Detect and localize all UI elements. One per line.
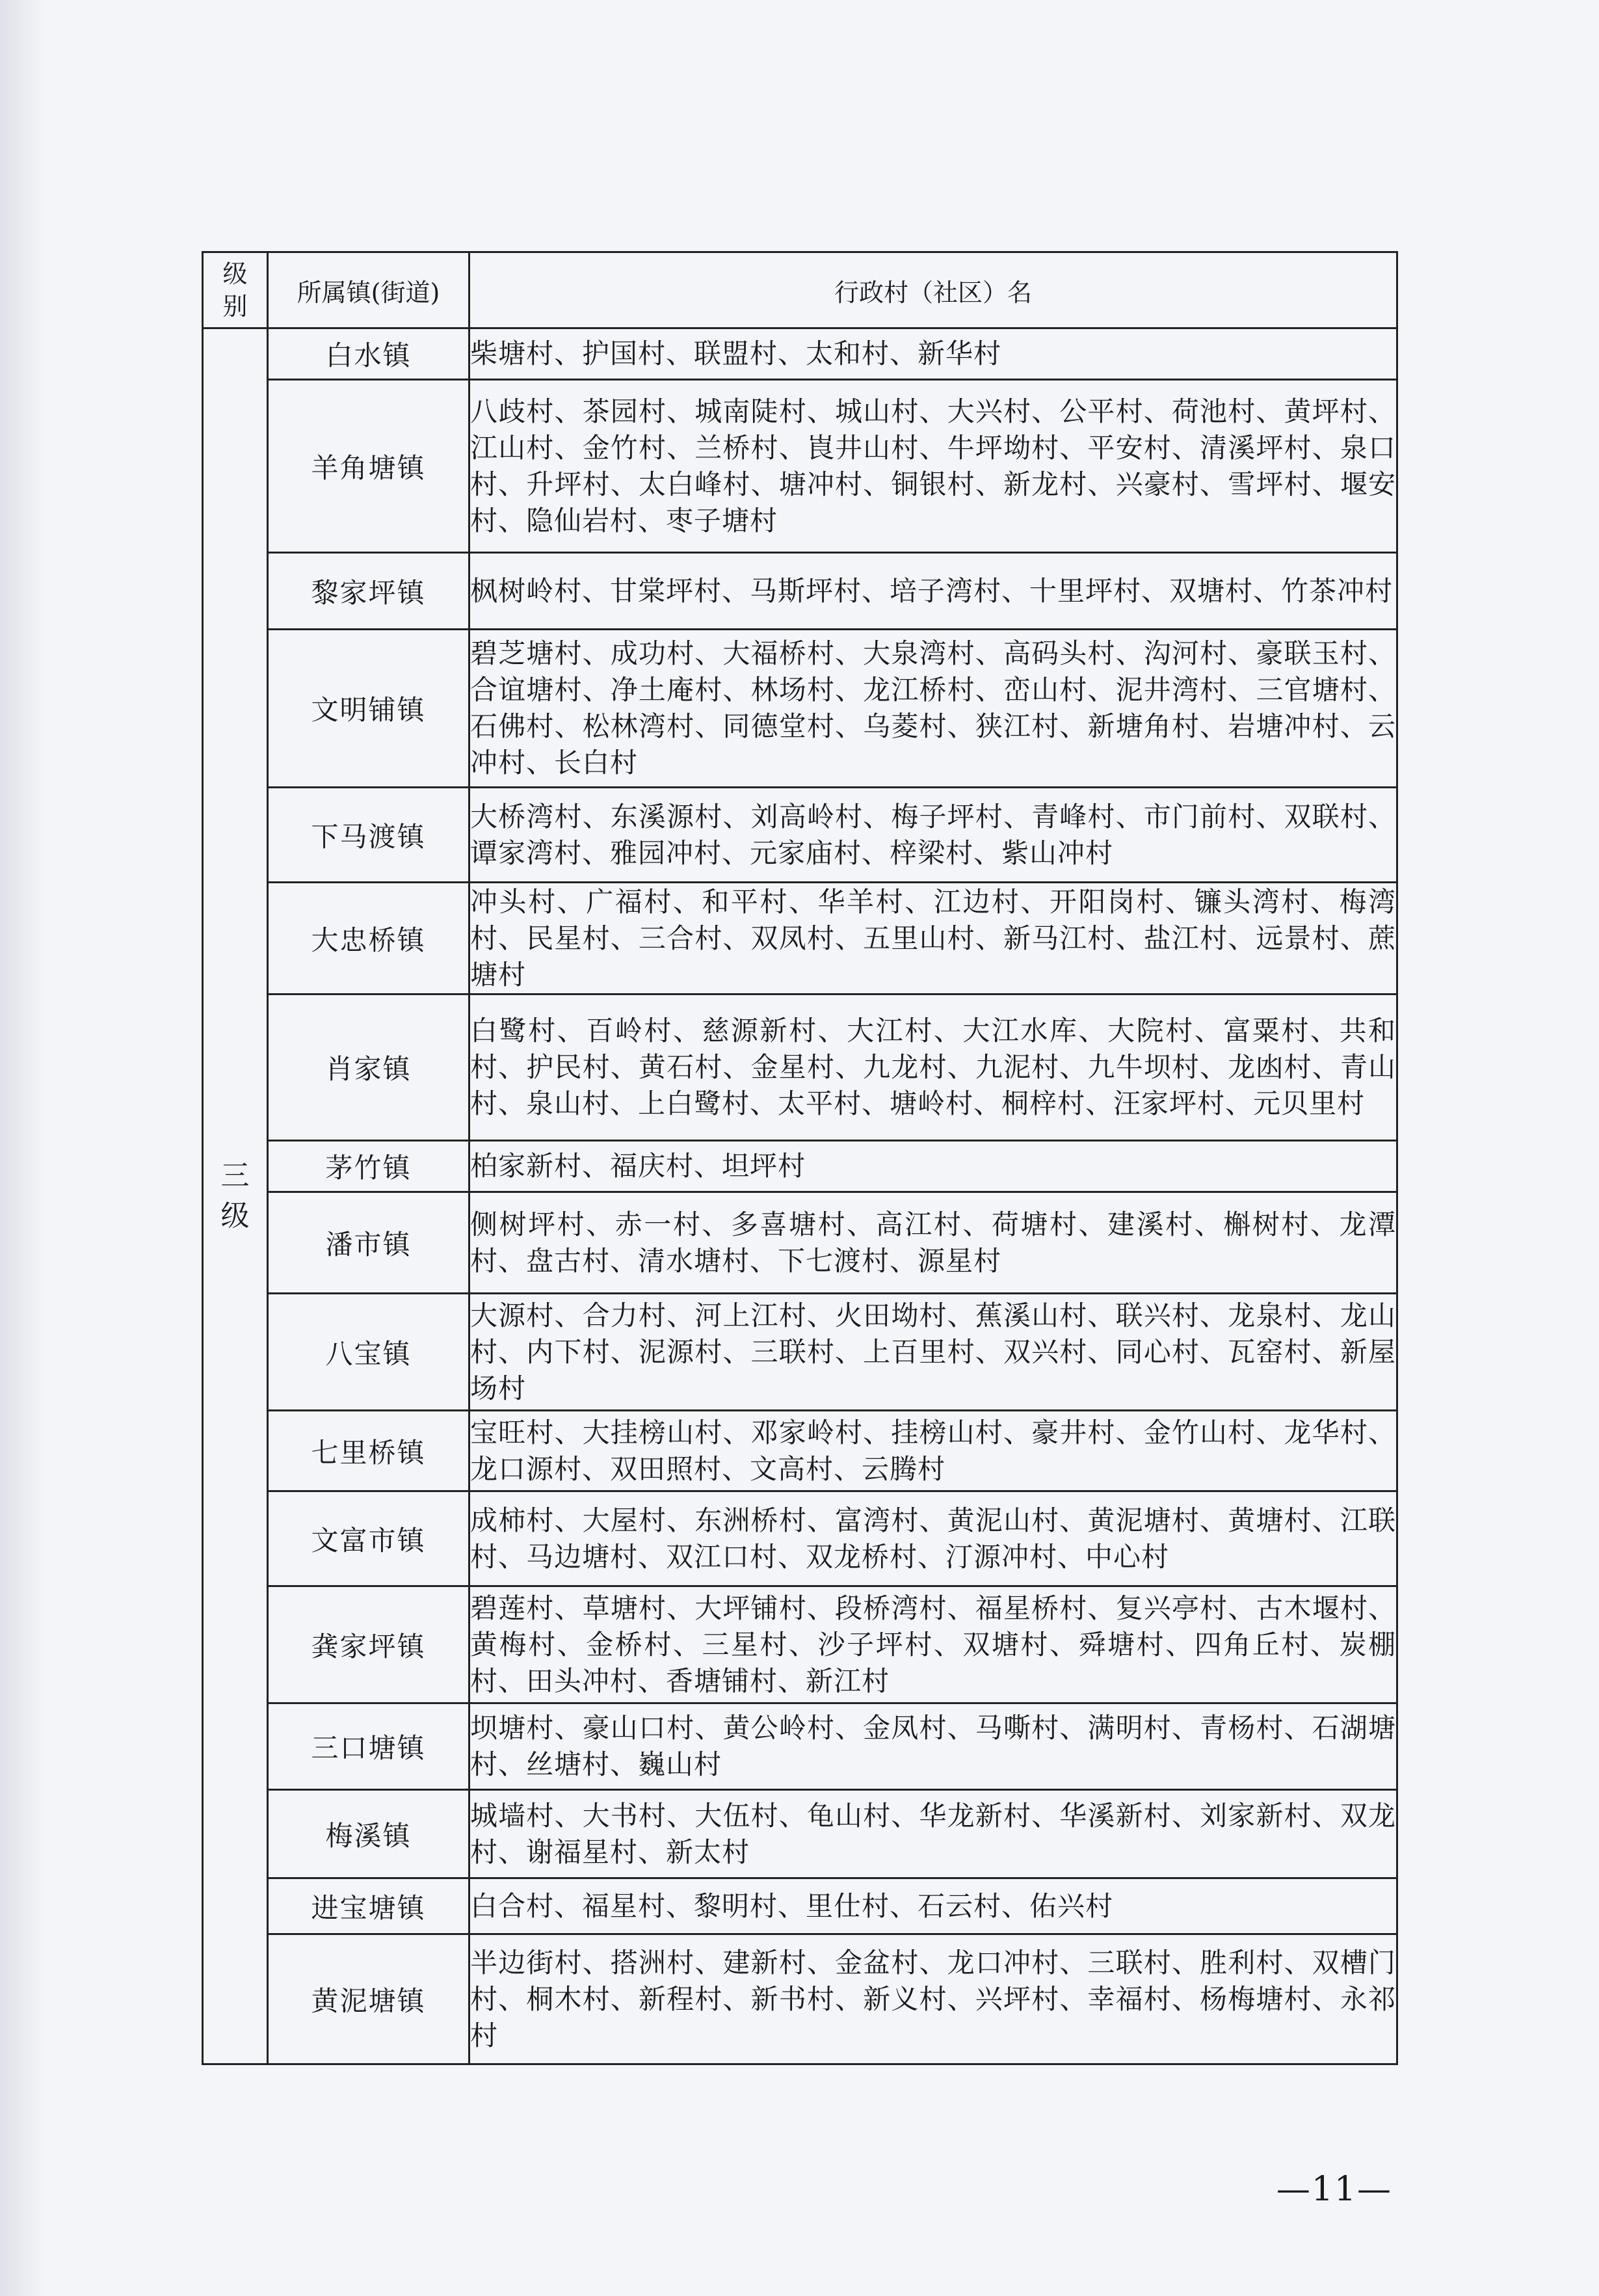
table-row (203, 1703, 1397, 1790)
town-cell: 茅竹镇 (268, 1141, 469, 1192)
table-body (203, 328, 1397, 2064)
villages-cell: 白鹭村、百岭村、慈源新村、大江村、大江水库、大院村、富粟村、共和村、护民村、黄石村、金星村、九龙村、九泥村、九牛坝村、龙凼村、青山村、泉山村、上白鹭村、太平村、塘岭村、桐梓村、汪家坪村、元贝里村 (469, 994, 1397, 1141)
villages-cell: 侧树坪村、赤一村、多喜塘村、高江村、荷塘村、建溪村、槲树村、龙潭村、盘古村、清水塘村、下七渡村、源星村 (469, 1192, 1397, 1294)
town-cell: 大忠桥镇 (268, 883, 469, 994)
table-row (203, 630, 1397, 788)
table-header-row (203, 252, 1397, 328)
villages-cell: 柴塘村、护国村、联盟村、太和村、新华村 (469, 328, 1397, 380)
table-row (203, 1411, 1397, 1491)
town-cell: 文明铺镇 (268, 630, 469, 788)
town-cell: 潘市镇 (268, 1192, 469, 1294)
town-cell: 三口塘镇 (268, 1703, 469, 1790)
villages-cell: 白合村、福星村、黎明村、里仕村、石云村、佑兴村 (469, 1878, 1397, 1934)
level-cell: 三 级 (203, 328, 268, 2064)
table-row (203, 1192, 1397, 1294)
town-cell: 龚家坪镇 (268, 1586, 469, 1703)
table-row (203, 328, 1397, 380)
villages-cell: 半边街村、搭洲村、建新村、金盆村、龙口冲村、三联村、胜利村、双槽门村、桐木村、新程村、新书村、新义村、兴坪村、幸福村、杨梅塘村、永祁村 (469, 1934, 1397, 2064)
table-row (203, 1790, 1397, 1878)
table-row (203, 1141, 1397, 1192)
town-cell: 文富市镇 (268, 1491, 469, 1586)
town-cell: 白水镇 (268, 328, 469, 380)
villages-cell: 成柿村、大屋村、东洲桥村、富湾村、黄泥山村、黄泥塘村、黄塘村、江联村、马边塘村、双江口村、双龙桥村、汀源冲村、中心村 (469, 1491, 1397, 1586)
page-number: —11— (1276, 2170, 1392, 2209)
page-edge-shadow (0, 0, 46, 2296)
villages-cell: 柏家新村、福庆村、坦坪村 (469, 1141, 1397, 1192)
villages-cell: 冲头村、广福村、和平村、华羊村、江边村、开阳岗村、镰头湾村、梅湾村、民星村、三合村、双凤村、五里山村、新马江村、盐江村、远景村、蔗塘村 (469, 883, 1397, 994)
table-row (203, 553, 1397, 630)
town-cell: 下马渡镇 (268, 788, 469, 883)
header-town: 所属镇(街道) (268, 252, 469, 328)
villages-cell: 大桥湾村、东溪源村、刘高岭村、梅子坪村、青峰村、市门前村、双联村、谭家湾村、雅园冲村、元家庙村、梓梁村、紫山冲村 (469, 788, 1397, 883)
table-row (203, 1934, 1397, 2064)
table-row (203, 1878, 1397, 1934)
town-cell: 八宝镇 (268, 1294, 469, 1411)
village-table (202, 251, 1398, 2065)
villages-cell: 宝旺村、大挂榜山村、邓家岭村、挂榜山村、豪井村、金竹山村、龙华村、龙口源村、双田照村、文高村、云腾村 (469, 1411, 1397, 1491)
villages-cell: 大源村、合力村、河上江村、火田坳村、蕉溪山村、联兴村、龙泉村、龙山村、内下村、泥源村、三联村、上百里村、双兴村、同心村、瓦窑村、新屋场村 (469, 1294, 1397, 1411)
villages-cell: 碧芝塘村、成功村、大福桥村、大泉湾村、高码头村、沟河村、豪联玉村、合谊塘村、净土庵村、林场村、龙江桥村、峦山村、泥井湾村、三官塘村、石佛村、松林湾村、同德堂村、乌菱村、狭江村、新塘角村、岩塘冲村、云冲村、长白村 (469, 630, 1397, 788)
town-cell: 黎家坪镇 (268, 553, 469, 630)
villages-cell: 碧莲村、草塘村、大坪铺村、段桥湾村、福星桥村、复兴亭村、古木堰村、黄梅村、金桥村、三星村、沙子坪村、双塘村、舜塘村、四角丘村、炭棚村、田头冲村、香塘铺村、新江村 (469, 1586, 1397, 1703)
table-row (203, 1586, 1397, 1703)
table-row (203, 788, 1397, 883)
table-row (203, 380, 1397, 553)
villages-cell: 城墙村、大书村、大伍村、龟山村、华龙新村、华溪新村、刘家新村、双龙村、谢福星村、新太村 (469, 1790, 1397, 1878)
table-row (203, 883, 1397, 994)
villages-cell: 坝塘村、豪山口村、黄公岭村、金凤村、马嘶村、满明村、青杨村、石湖塘村、丝塘村、巍山村 (469, 1703, 1397, 1790)
villages-cell: 八歧村、茶园村、城南陡村、城山村、大兴村、公平村、荷池村、黄坪村、江山村、金竹村、兰桥村、崀井山村、牛坪坳村、平安村、清溪坪村、泉口村、升坪村、太白峰村、塘冲村、铜银村、新龙村、兴豪村、雪坪村、堰安村、隐仙岩村、枣子塘村 (469, 380, 1397, 553)
table-row (203, 994, 1397, 1141)
header-villages: 行政村（社区）名 (469, 252, 1397, 328)
town-cell: 进宝塘镇 (268, 1878, 469, 1934)
table-row (203, 1294, 1397, 1411)
town-cell: 肖家镇 (268, 994, 469, 1141)
header-level: 级 别 (203, 252, 268, 328)
table-row (203, 1491, 1397, 1586)
town-cell: 羊角塘镇 (268, 380, 469, 553)
town-cell: 梅溪镇 (268, 1790, 469, 1878)
villages-cell: 枫树岭村、甘棠坪村、马斯坪村、培子湾村、十里坪村、双塘村、竹茶冲村 (469, 553, 1397, 630)
town-cell: 七里桥镇 (268, 1411, 469, 1491)
town-cell: 黄泥塘镇 (268, 1934, 469, 2064)
